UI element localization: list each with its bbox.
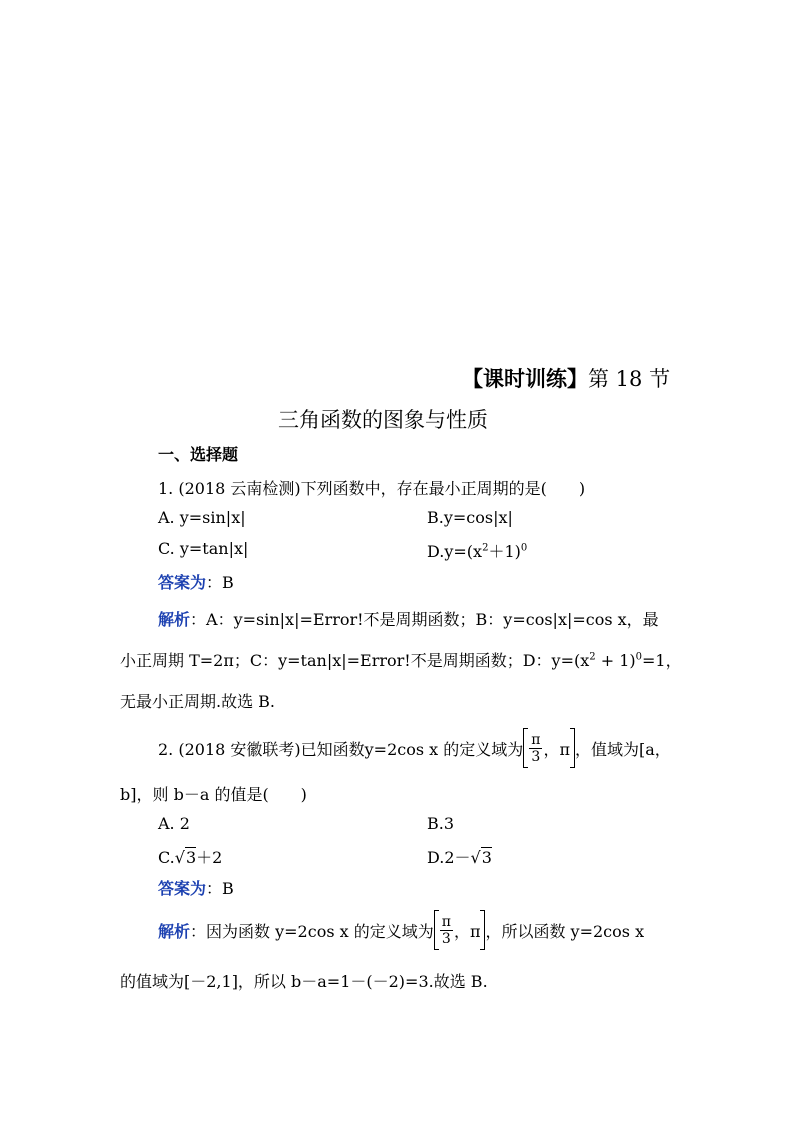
q2-stem-a: 2. (2018 安徽联考)已知函数y=2cos x 的定义域为 bbox=[158, 739, 524, 759]
q1-analysis-text2b: + 1) bbox=[595, 651, 636, 670]
q2-option-b: B.3 bbox=[427, 814, 455, 833]
frac-num: π bbox=[441, 913, 451, 930]
q2-analysis-a: ：因为函数 y=2cos x 的定义域为 bbox=[190, 921, 434, 941]
q1-analysis-sup1: 2 bbox=[589, 651, 596, 663]
q1-answer-value: ：B bbox=[206, 573, 234, 592]
q1-analysis-text2c: =1， bbox=[642, 651, 682, 670]
q2-analysis-line1 bbox=[158, 910, 644, 950]
q2-option-c bbox=[158, 845, 222, 868]
q2-option-d bbox=[427, 845, 492, 868]
q1-answer-label: 答案为 bbox=[158, 573, 207, 592]
frac-den: 3 bbox=[531, 748, 541, 765]
fraction-pi-over-3 bbox=[529, 733, 542, 764]
title-prefix: 【课时训练】 bbox=[462, 367, 588, 391]
q1-option-d bbox=[427, 539, 527, 562]
q2-stem-line1 bbox=[158, 728, 671, 768]
q1-option-b: B.y=cos|x| bbox=[427, 508, 513, 527]
q1-analysis-line3: 无最小正周期.故选 B. bbox=[120, 692, 276, 711]
q2-answer-value: ：B bbox=[206, 879, 234, 898]
q1-analysis-text1: ：A：y=sin|x|=Error!不是周期函数；B：y=cos|x|=cos x，最 bbox=[190, 610, 659, 629]
q2-c-root: 3 bbox=[185, 848, 197, 867]
q2-analysis-label: 解析 bbox=[158, 921, 191, 941]
frac-num: π bbox=[531, 731, 541, 748]
q2-interval-tail: ，π bbox=[543, 739, 571, 759]
q1-analysis-sup2: 0 bbox=[635, 651, 643, 663]
q1-analysis-line1 bbox=[158, 607, 659, 630]
q2-answer bbox=[158, 876, 234, 899]
q2-option-a: A. 2 bbox=[158, 814, 190, 833]
q2-answer-label: 答案为 bbox=[158, 879, 207, 898]
q2-d-root: 3 bbox=[481, 848, 492, 867]
q2-analysis-line2: 的值域为[－2,1]，所以 b－a=1－(－2)=3.故选 B. bbox=[120, 972, 488, 991]
q1-analysis-label: 解析 bbox=[158, 610, 191, 629]
sqrt-icon: √ bbox=[470, 848, 481, 867]
section-heading: 一、选择题 bbox=[158, 445, 239, 464]
q1-option-c: C. y=tan|x| bbox=[158, 539, 249, 558]
q2-analysis-interval-tail: ，π bbox=[453, 921, 481, 941]
q2-c-tail: ＋2 bbox=[196, 848, 223, 867]
q2-analysis-b: ，所以函数 y=2cos x bbox=[485, 921, 645, 941]
q1-answer bbox=[158, 570, 234, 593]
q2-d-prefix: D.2－ bbox=[427, 848, 471, 867]
q2-stem-b: ，值域为[a， bbox=[575, 739, 671, 759]
interval-left-bracket bbox=[434, 910, 439, 950]
q2-c-prefix: C. bbox=[158, 848, 175, 867]
page-subtitle: 三角函数的图象与性质 bbox=[278, 408, 488, 432]
q1-analysis-text2a: 小正周期 T=2π；C：y=tan|x|=Error!不是周期函数；D：y=(x bbox=[120, 651, 590, 670]
frac-den: 3 bbox=[441, 930, 451, 947]
q2-stem-line2: b]，则 b－a 的值是( ) bbox=[120, 785, 307, 804]
q1-d-sup2: 0 bbox=[520, 542, 528, 554]
q1-analysis-line2 bbox=[120, 648, 682, 671]
page-title bbox=[462, 363, 670, 393]
interval-left-bracket bbox=[523, 728, 528, 768]
fraction-pi-over-3 bbox=[440, 915, 453, 946]
q1-d-tail: ＋1) bbox=[488, 542, 521, 561]
sqrt-icon: √ bbox=[174, 848, 185, 867]
q1-d-sup1: 2 bbox=[482, 542, 489, 554]
q1-stem: 1. (2018 云南检测)下列函数中，存在最小正周期的是( ) bbox=[158, 479, 586, 498]
q1-option-a: A. y=sin|x| bbox=[158, 508, 246, 527]
q1-d-main: D.y=(x bbox=[427, 542, 483, 561]
title-section: 第 18 节 bbox=[588, 367, 671, 391]
